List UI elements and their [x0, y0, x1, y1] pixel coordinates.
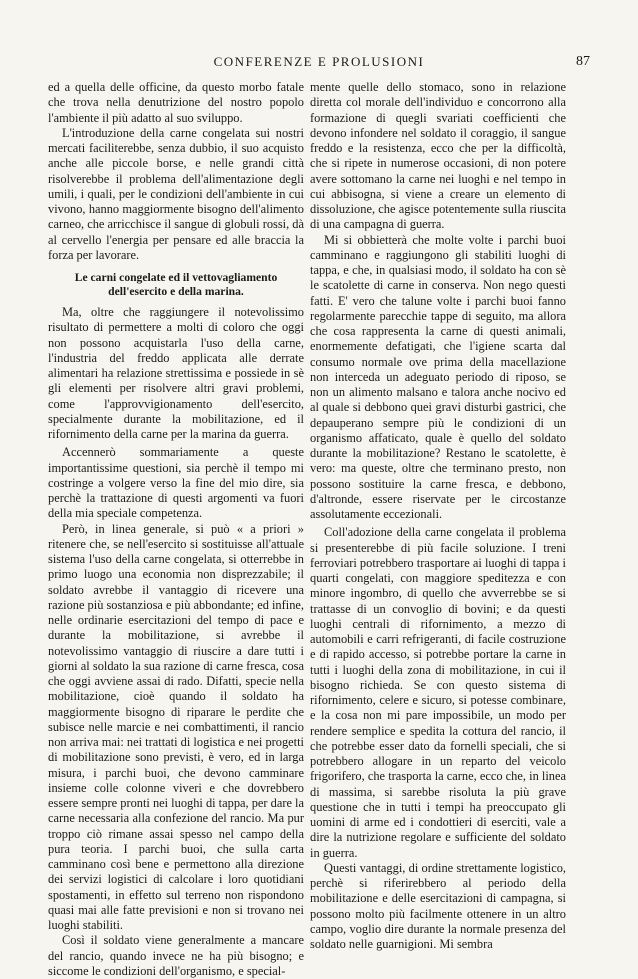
- paragraph: Coll'adozione della carne congelata il problema si presenterebbe di più facile soluzione. I treni ferroviari potrebbero trasportare ai luoghi di tappa i quarti congelati, con maggiore speditezza e con minore ingombro, di quello che avverrebbe se si trattasse di un convoglio di bovini; e da questi luoghi centrali di rifornimento, a mezzo di automobili e carri refrigeranti, di facile costruzione e di rapido accesso, si potrebbe portare la carne in tutti i luoghi della zona di mobilitazione, in cui il bisogno richieda. Se con questo sistema di rifornimento, celere e sicuro, si potesse combinare, e la cosa non mi pare impossibile, un modo per rendere semplice e spedita la cottura del rancio, il che potrebbe esser dato da fornelli speciali, che si potrebbero allogare in un reparto del veicolo frigorifero, che trasporta la carne, ecco che, in linea di massima, si sarebbe risoluta la più grave questione che in tutti i tempi ha preoccupato gli uomini di arme ed i condottieri di eserciti, vale a dire la nutrizione regolare e sufficiente del soldato in guerra.: [310, 525, 566, 860]
- running-title: CONFERENZE E PROLUSIONI: [213, 54, 425, 69]
- page-header: [48, 54, 590, 74]
- left-column: [48, 80, 304, 979]
- paragraph: L'introduzione della carne congelata sui nostri mercati faciliterebbe, senza dubbio, il suo acquisto anche alle piccole borse, e nelle grandi città risolverebbe il problema dell'alimentazione degli umili, i quali, per le condizioni dell'ambiente in cui vivono, hanno maggiormente bisogno dell'alimento carneo, che arricchisce il sangue di globuli rossi, dà al cervello l'energia per pensare ed alle braccia la forza per lavorare.: [48, 125, 304, 262]
- right-column: [310, 80, 566, 952]
- paragraph: Ma, oltre che raggiungere il notevolissimo risultato di permettere a molti di coloro che oggi non possono acquistarla l'uso della carne, l'industria del freddo applicata alle derrate alimentari ha relazione strettissima e possiede in sè gli elementi per risolvere altri gravi problemi, come l'approvvigionamento dell'esercito, specialmente durante la mobilitazione, ed il rifornimento della carne per la marina da guerra.: [48, 305, 304, 441]
- paragraph: Mi si obbietterà che molte volte i parchi buoi camminano e raggiungono gli stabiliti luoghi di tappa, e che, in qualsiasi modo, il soldato ha con sè le scatolette di carne in conserva. Non nego questi fatti. E' vero che talune volte i parchi buoi fanno regolarmente parecchie tappe di seguito, ma allora che cosa rappresenta la carne di questi animali, enormemente defatigati, che l'igiene scarta dal consumo normale ove prima della macellazione non interceda un adeguato periodo di riposo, se non un alimento malsano e talora anche nocivo ed al quale si debbono quei gravi disturbi gastrici, che depauperano sempre più le condizioni di un organismo affaticato, quale è quello del soldato durante la mobilitazione? Restano le scatolette, è vero: ma queste, oltre che terminano presto, non possono sostituire la carne fresca, e debbono, d'altronde, essere riservate per le circostanze assolutamente eccezionali.: [310, 232, 566, 521]
- paragraph: Però, in linea generale, si può « a priori » ritenere che, se nell'esercito si sostituisse all'attuale sistema l'uso della carne congelata, si otterrebbe in primo luogo una economia non disprezzabile; il soldato avrebbe il vantaggio di ricevere una razione più sostanziosa e più abbondante; ed infine, nelle ordinarie esercitazioni del tempo di pace e durante la mobilitazione, si avrebbe il notevolissimo vantaggio di riuscire a dare tutti i giorni al soldato la sua razione di carne fresca, cosa che oggi avviene assai di rado. Difatti, specie nella mobilitazione, cioè quando il soldato ha maggiormente bisogno di riparare le perdite che subisce nelle marcie e nei combattimenti, il rancio non arriva mai: nei trattati di logistica e nei progetti di mobilitazione sono previsti, è vero, ed in larga misura, i parchi buoi, che devono camminare insieme colle colonne viveri e che dovrebbero essere sempre pronti nei luoghi di tappa, per dare la carne necessaria alla confezione del rancio. Ma pur troppo ciò rimane assai spesso nel campo della pura teoria. I parchi buoi, che sulla carta camminano così bene e permettono alla direzione dei servizi logistici di calcolare i loro quotidiani spostamenti, in effetto sul terreno non rispondono quasi mai alle fatte previsioni e non si trovano nei luoghi stabiliti.: [48, 521, 304, 932]
- paragraph: mente quelle dello stomaco, sono in relazione diretta col morale dell'individuo e concorrono alla formazione di quegli svariati coefficienti che devono infondere nel soldato il coraggio, il sangue freddo e la resistenza, ecco che per la difficoltà, che si ripete in numerose occasioni, di non potere avere sottomano la carne nei luoghi e nel tempo in cui abbisogna, si viene a creare un elemento di dissoluzione, che agisce potentemente sulla riuscita di una campagna di guerra.: [310, 80, 566, 232]
- paragraph: ed a quella delle officine, da questo morbo fatale che trova nella denutrizione del nostro popolo l'ambiente il più adatto al suo sviluppo.: [48, 80, 304, 125]
- page-number: 87: [576, 54, 590, 69]
- paragraph: Questi vantaggi, di ordine strettamente logistico, perchè si riferirebbero al periodo della mobilitazione e delle esercitazioni di campagna, si possono molto più facilmente ottenere in un altro campo, voglio dire durante la normale presenza del soldato nelle guarnigioni. Mi sembra: [310, 860, 566, 951]
- section-heading: Le carni congelate ed il vettovagliamento dell'esercito e della marina.: [74, 271, 278, 298]
- paragraph: Accennerò sommariamente a queste importantissime questioni, sia perchè il tempo mi costringe a volgere verso la fine del mio dire, sia perchè la trattazione di questi argomenti va fuori della mia speciale competenza.: [48, 445, 304, 521]
- paragraph: Così il soldato viene generalmente a mancare del rancio, quando invece ne ha più bisogno; e siccome le condizioni dell'organismo, e special-: [48, 933, 304, 978]
